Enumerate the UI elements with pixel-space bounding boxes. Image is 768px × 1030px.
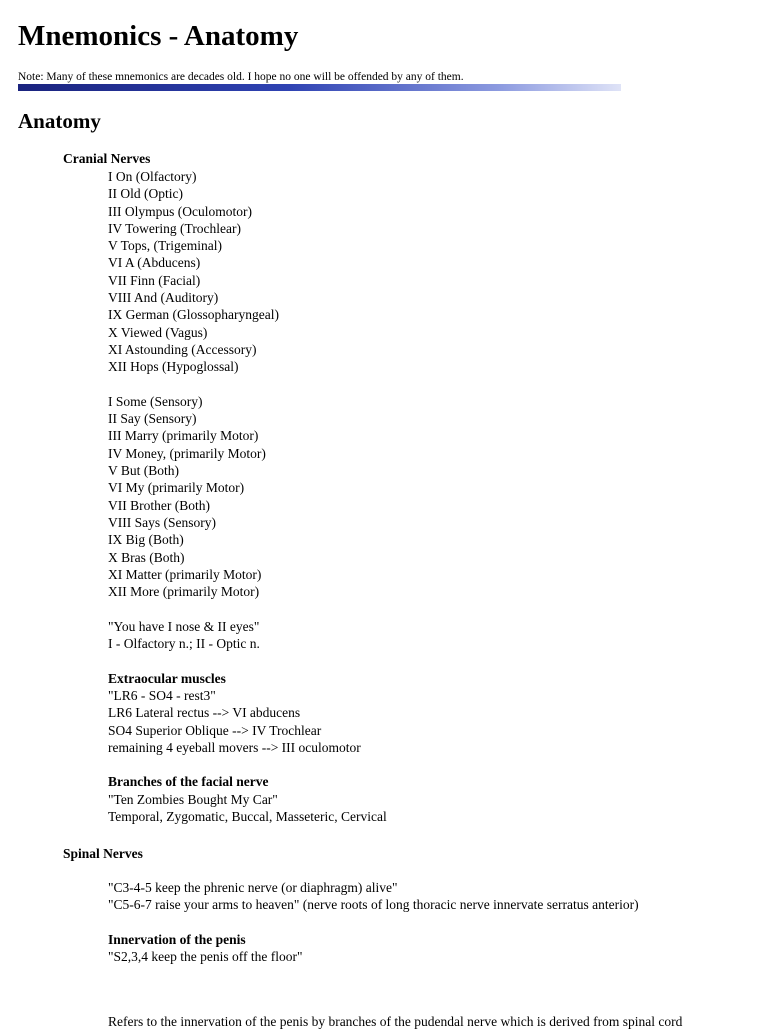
subheading-facial-nerve-branches: Branches of the facial nerve <box>108 774 269 790</box>
list-item: IX German (Glossopharyngeal) <box>108 307 279 323</box>
subheading-innervation-of-penis: Innervation of the penis <box>108 931 246 947</box>
header-divider <box>18 84 621 91</box>
list-item: II Say (Sensory) <box>108 411 197 427</box>
subheading-cranial-nerves: Cranial Nerves <box>63 151 151 166</box>
cranial-nerve-names-list <box>108 168 387 825</box>
list-item: "You have I nose & II eyes" <box>108 618 260 634</box>
section-heading-anatomy: Anatomy <box>18 109 101 133</box>
list-item: I - Olfactory n.; II - Optic n. <box>108 636 260 652</box>
list-item: IV Towering (Trochlear) <box>108 220 242 236</box>
list-item: XI Astounding (Accessory) <box>108 341 257 357</box>
spinal-nerves-list <box>108 879 639 965</box>
list-item: "S2,3,4 keep the penis off the floor" <box>108 949 303 965</box>
list-item: XII Hops (Hypoglossal) <box>108 359 239 375</box>
list-item: V Tops, (Trigeminal) <box>108 238 222 254</box>
list-item: Temporal, Zygomatic, Buccal, Masseteric, Cervical <box>108 808 387 824</box>
page-title: Mnemonics - Anatomy <box>18 20 299 52</box>
page-note: Note: Many of these mnemonics are decades old. I hope no one will be offended by any of them. <box>18 71 464 83</box>
list-item: "LR6 - SO4 - rest3" <box>108 687 216 703</box>
footnote-text: Refers to the innervation of the penis by branches of the pudendal nerve which is derived from spinal cord <box>108 1014 683 1029</box>
list-item: "C3-4-5 keep the phrenic nerve (or diaphragm) alive" <box>108 880 398 895</box>
list-item: VIII And (Auditory) <box>108 290 219 306</box>
list-item: IV Money, (primarily Motor) <box>108 445 266 461</box>
list-item: IX Big (Both) <box>108 532 184 548</box>
list-item: III Marry (primarily Motor) <box>108 428 259 444</box>
list-item: remaining 4 eyeball movers --> III oculomotor <box>108 739 361 755</box>
list-item: SO4 Superior Oblique --> IV Trochlear <box>108 722 322 738</box>
list-item: "C5-6-7 raise your arms to heaven" (nerve roots of long thoracic nerve innervate serratus anterior) <box>108 897 639 913</box>
list-item: VII Finn (Facial) <box>108 272 201 288</box>
list-item: VIII Says (Sensory) <box>108 514 216 530</box>
list-item: III Olympus (Oculomotor) <box>108 203 252 219</box>
list-item: X Bras (Both) <box>108 549 185 565</box>
list-item: II Old (Optic) <box>108 186 183 202</box>
subheading-extraocular-muscles: Extraocular muscles <box>108 670 226 686</box>
list-item: I Some (Sensory) <box>108 393 203 409</box>
list-item: LR6 Lateral rectus --> VI abducens <box>108 705 301 721</box>
list-item: VII Brother (Both) <box>108 497 210 513</box>
list-item: XI Matter (primarily Motor) <box>108 566 262 582</box>
list-item: XII More (primarily Motor) <box>108 584 260 600</box>
list-item: X Viewed (Vagus) <box>108 324 208 340</box>
list-item: VI A (Abducens) <box>108 255 201 271</box>
subheading-spinal-nerves: Spinal Nerves <box>63 846 143 861</box>
list-item: "Ten Zombies Bought My Car" <box>108 791 278 807</box>
list-item: V But (Both) <box>108 463 180 479</box>
list-item: VI My (primarily Motor) <box>108 480 245 496</box>
list-item: I On (Olfactory) <box>108 169 197 184</box>
